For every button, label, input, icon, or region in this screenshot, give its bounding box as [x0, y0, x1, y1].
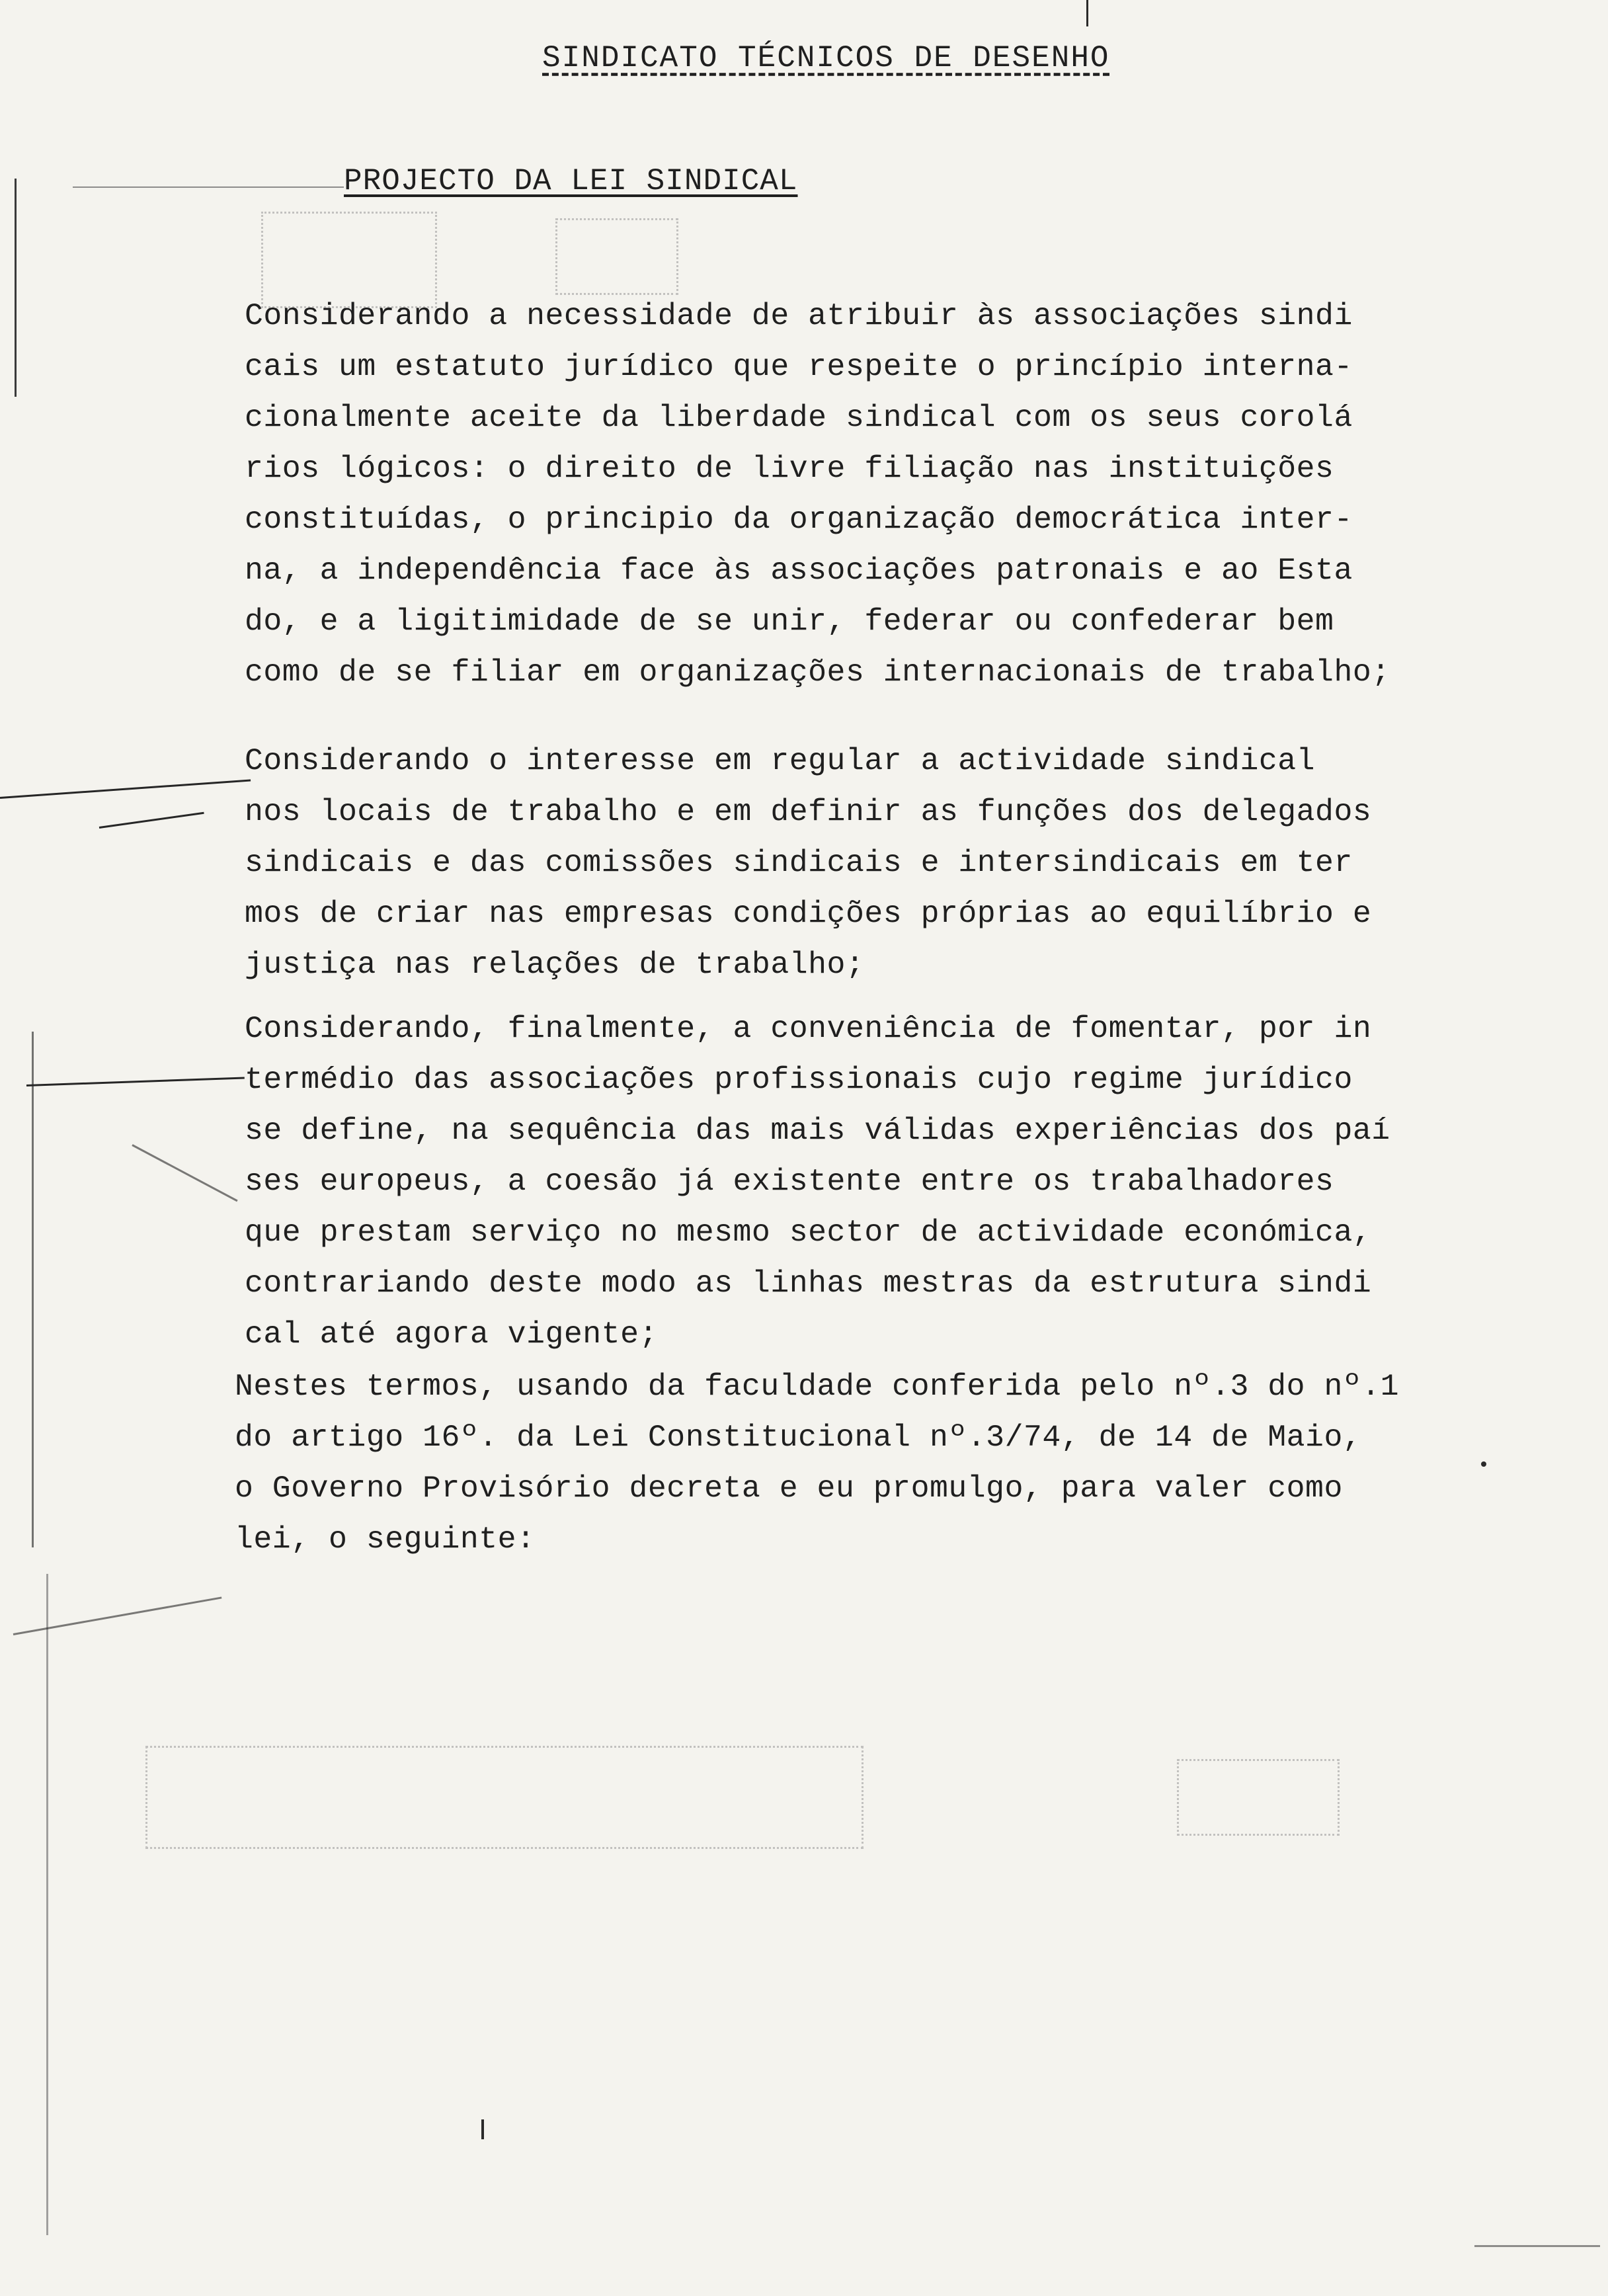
pen-stroke-1	[0, 779, 251, 799]
text-line: justiça nas relações de trabalho;	[245, 947, 865, 982]
page-header: SINDICATO TÉCNICOS DE DESENHO	[542, 41, 1110, 75]
ink-speck	[481, 2119, 484, 2139]
text-line: se define, na sequência das mais válidas experiências dos paí	[245, 1113, 1390, 1148]
text-line: Considerando a necessidade de atribuir às associações sindi	[245, 298, 1353, 333]
text-line: na, a independência face às associações patronais e ao Esta	[245, 553, 1353, 588]
pen-stroke-4	[132, 1144, 237, 1202]
ink-speck	[1086, 0, 1088, 26]
text-line: como de se filiar em organizações internacionais de trabalho;	[245, 655, 1390, 690]
text-line: cal até agora vigente;	[245, 1317, 658, 1352]
text-line: constituídas, o principio da organização democrática inter-	[245, 502, 1353, 537]
text-line: cionalmente aceite da liberdade sindical com os seus corolá	[245, 400, 1353, 435]
text-line: cais um estatuto jurídico que respeite o princípio interna-	[245, 349, 1353, 384]
margin-line-left-3	[46, 1574, 48, 2235]
text-line: do, e a ligitimidade de se unir, federar ou confederar bem	[245, 604, 1334, 639]
stamp-mark-bottom-right	[1177, 1759, 1340, 1836]
margin-line-left-1	[15, 179, 17, 397]
ink-speck	[1481, 1461, 1486, 1467]
text-line: mos de criar nas empresas condições próprias ao equilíbrio e	[245, 896, 1372, 931]
stamp-mark-top	[261, 212, 437, 308]
text-line: rios lógicos: o direito de livre filiação nas instituições	[245, 451, 1334, 486]
text-line: o Governo Provisório decreta e eu promulgo, para valer como	[235, 1471, 1343, 1506]
text-line: ses europeus, a coesão já existente entre os trabalhadores	[245, 1164, 1334, 1199]
pen-stroke-2	[99, 812, 204, 829]
stamp-mark-bottom	[145, 1746, 864, 1849]
pen-stroke-5	[13, 1596, 222, 1635]
stamp-mark-top-right	[555, 218, 678, 295]
text-line: Nestes termos, usando da faculdade conferida pelo nº.3 do nº.1	[235, 1369, 1400, 1404]
text-line: termédio das associações profissionais cujo regime jurídico	[245, 1062, 1353, 1097]
title-left-rule	[73, 186, 344, 188]
text-line: lei, o seguinte:	[235, 1522, 536, 1557]
text-line: sindicais e das comissões sindicais e intersindicais em ter	[245, 845, 1353, 880]
text-line: do artigo 16º. da Lei Constitucional nº.3/74, de 14 de Maio,	[235, 1420, 1362, 1455]
text-line: Considerando, finalmente, a conveniência de fomentar, por in	[245, 1011, 1372, 1046]
text-line: Considerando o interesse em regular a actividade sindical	[245, 743, 1316, 778]
text-line: contrariando deste modo as linhas mestras da estrutura sindi	[245, 1266, 1372, 1301]
text-line: que prestam serviço no mesmo sector de actividade económica,	[245, 1215, 1372, 1250]
pen-stroke-3	[26, 1077, 245, 1086]
pen-stroke-6	[1474, 2245, 1600, 2247]
text-line: nos locais de trabalho e em definir as funções dos delegados	[245, 794, 1372, 829]
document-title: PROJECTO DA LEI SINDICAL	[344, 164, 798, 198]
margin-line-left-2	[32, 1032, 34, 1547]
